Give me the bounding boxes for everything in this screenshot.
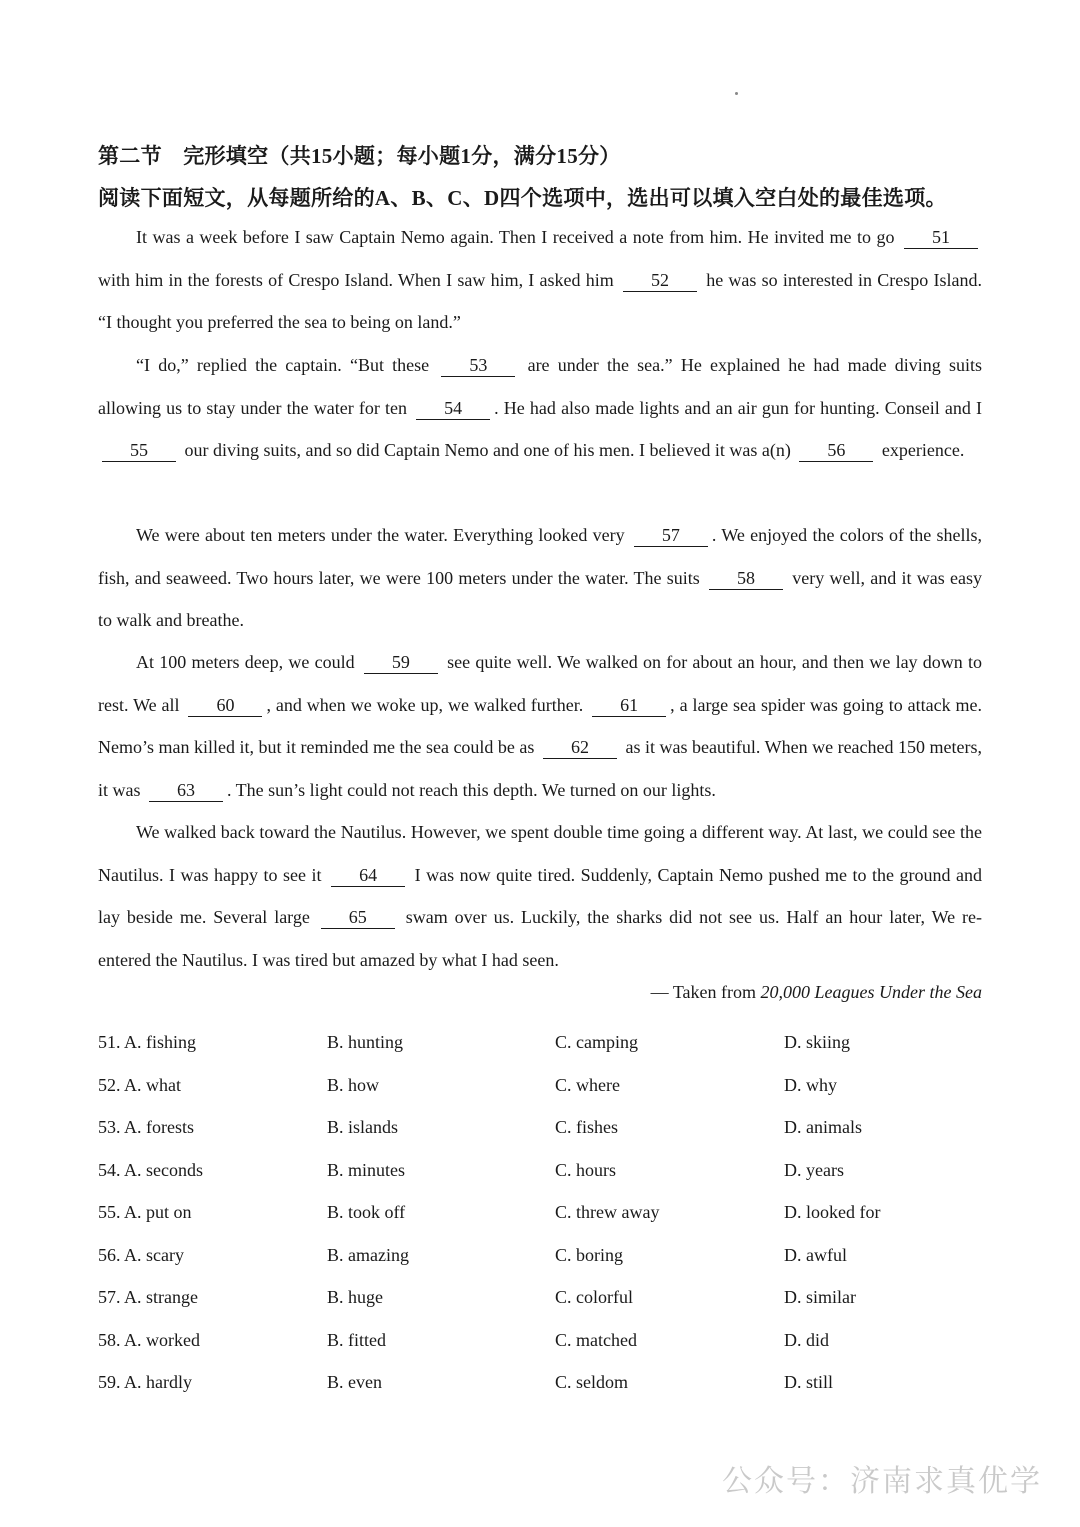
passage-paragraph-1: It was a week before I saw Captain Nemo again. Then I received a note from him. He invited me to go 51 with him in the forests of Crespo Island. When I saw him, I asked him 52 he was so interested in Crespo Island. “I thought you preferred the sea to being on land.”	[98, 227, 982, 332]
question-row-55	[98, 1192, 982, 1235]
option-b: B. huge	[327, 1287, 383, 1307]
option-a: 52. A. what	[98, 1074, 181, 1095]
option-b: B. even	[327, 1372, 382, 1392]
option-c: C. threw away	[555, 1202, 660, 1222]
option-c: C. hours	[555, 1159, 617, 1180]
blank-60: 60	[188, 694, 262, 717]
option-a: 58. A. worked	[98, 1329, 200, 1350]
question-row-54	[98, 1150, 982, 1193]
blank-54: 54	[416, 397, 490, 420]
blank-58: 58	[709, 567, 783, 590]
option-b: B. fitted	[327, 1329, 386, 1350]
option-a: 59. A. hardly	[98, 1372, 192, 1392]
option-a: 53. A. forests	[98, 1117, 194, 1137]
question-row-52	[98, 1065, 982, 1108]
watermark: 公众号：济南求真优学	[722, 1464, 1042, 1499]
option-c: C. camping	[555, 1032, 638, 1052]
option-a: 51. A. fishing	[98, 1032, 197, 1052]
question-row-51	[98, 1022, 982, 1065]
option-c: C. colorful	[555, 1287, 633, 1307]
blank-51: 51	[904, 226, 978, 249]
question-row-59	[98, 1362, 982, 1405]
option-d: D. still	[784, 1372, 834, 1392]
blank-53: 53	[441, 354, 515, 377]
question-row-57	[98, 1277, 982, 1320]
option-c: C. matched	[555, 1329, 637, 1350]
option-c: C. where	[555, 1074, 620, 1095]
option-b: B. minutes	[327, 1159, 406, 1180]
option-b: B. took off	[327, 1202, 406, 1222]
option-b: B. hunting	[327, 1032, 404, 1052]
question-row-53	[98, 1107, 982, 1150]
passage-paragraph-5: We walked back toward the Nautilus. However, we spent double time going a different way. At last, we could see the Nautilus. I was happy to see it 64 I was now quite tired. Suddenly, Captain Nemo pushed me to the ground and lay beside me. Several large 65 swam over us. Luckily, the sharks did not see us. Half an hour later, We re-entered the Nautilus. I was tired but amazed by what I had seen.	[98, 822, 983, 970]
blank-52: 52	[623, 269, 697, 292]
option-a: 54. A. seconds	[98, 1159, 203, 1180]
blank-61: 61	[592, 694, 666, 717]
instruction: 阅读下面短文，从每题所给的A、B、C、D四个选项中，选出可以填入空白处的最佳选项。	[98, 186, 947, 210]
blank-57: 57	[634, 524, 708, 547]
option-d: D. why	[784, 1074, 837, 1095]
book-title: 20,000 Leagues Under the Sea	[760, 982, 982, 1002]
blank-62: 62	[543, 736, 617, 759]
option-d: D. similar	[784, 1287, 856, 1307]
blank-63: 63	[149, 779, 223, 802]
option-b: B. how	[327, 1074, 380, 1095]
option-a: 55. A. put on	[98, 1202, 192, 1222]
option-d: D. skiing	[784, 1032, 851, 1052]
passage-paragraph-4: At 100 meters deep, we could 59 see quite well. We walked on for about an hour, and then we lay down to rest. We all 60 , and when we woke up, we walked further. 61 , a large sea spider was going to attack me. Nemo’s man killed it, but it reminded me the sea could be as 62 as it was beautiful. When we reached 150 meters, it was 63 . The sun’s light could not reach this depth. We turned on our lights.	[98, 652, 983, 800]
option-c: C. seldom	[555, 1372, 629, 1392]
option-a: 56. A. scary	[98, 1244, 184, 1265]
passage-paragraph-3: We were about ten meters under the water. Everything looked very 57 . We enjoyed the colors of the shells, fish, and seaweed. Two hours later, we were 100 meters under the water. The suits 58 very well, and it was easy to walk and breathe.	[98, 525, 983, 630]
option-b: B. islands	[327, 1117, 399, 1137]
passage-paragraph-2: “I do,” replied the captain. “But these 53 are under the sea.” He explained he had made diving suits allowing us to stay under the water for ten 54 . He had also made lights and an air gun for hunting. Conseil and I 55 our diving suits, and so did Captain Nemo and one of his men. I believed it was a(n) 56 experience.	[98, 355, 983, 460]
option-d: D. did	[784, 1329, 829, 1350]
option-d: D. looked for	[784, 1202, 881, 1222]
question-row-56	[98, 1235, 982, 1278]
option-a: 57. A. strange	[98, 1287, 198, 1307]
passage-source: — Taken from 20,000 Leagues Under the Sea	[650, 982, 982, 1002]
option-c: C. boring	[555, 1244, 624, 1265]
question-row-58	[98, 1320, 982, 1363]
blank-55: 55	[102, 439, 176, 462]
option-d: D. years	[784, 1159, 844, 1180]
scan-speck	[735, 92, 738, 95]
blank-59: 59	[364, 651, 438, 674]
blank-65: 65	[321, 906, 395, 929]
option-d: D. animals	[784, 1117, 862, 1137]
blank-56: 56	[799, 439, 873, 462]
option-c: C. fishes	[555, 1117, 618, 1137]
option-b: B. amazing	[327, 1244, 409, 1265]
blank-64: 64	[331, 864, 405, 887]
option-d: D. awful	[784, 1244, 847, 1265]
options-list	[98, 1022, 982, 1405]
section-title: 第二节 完形填空（共15小题；每小题1分，满分15分）	[98, 144, 621, 168]
